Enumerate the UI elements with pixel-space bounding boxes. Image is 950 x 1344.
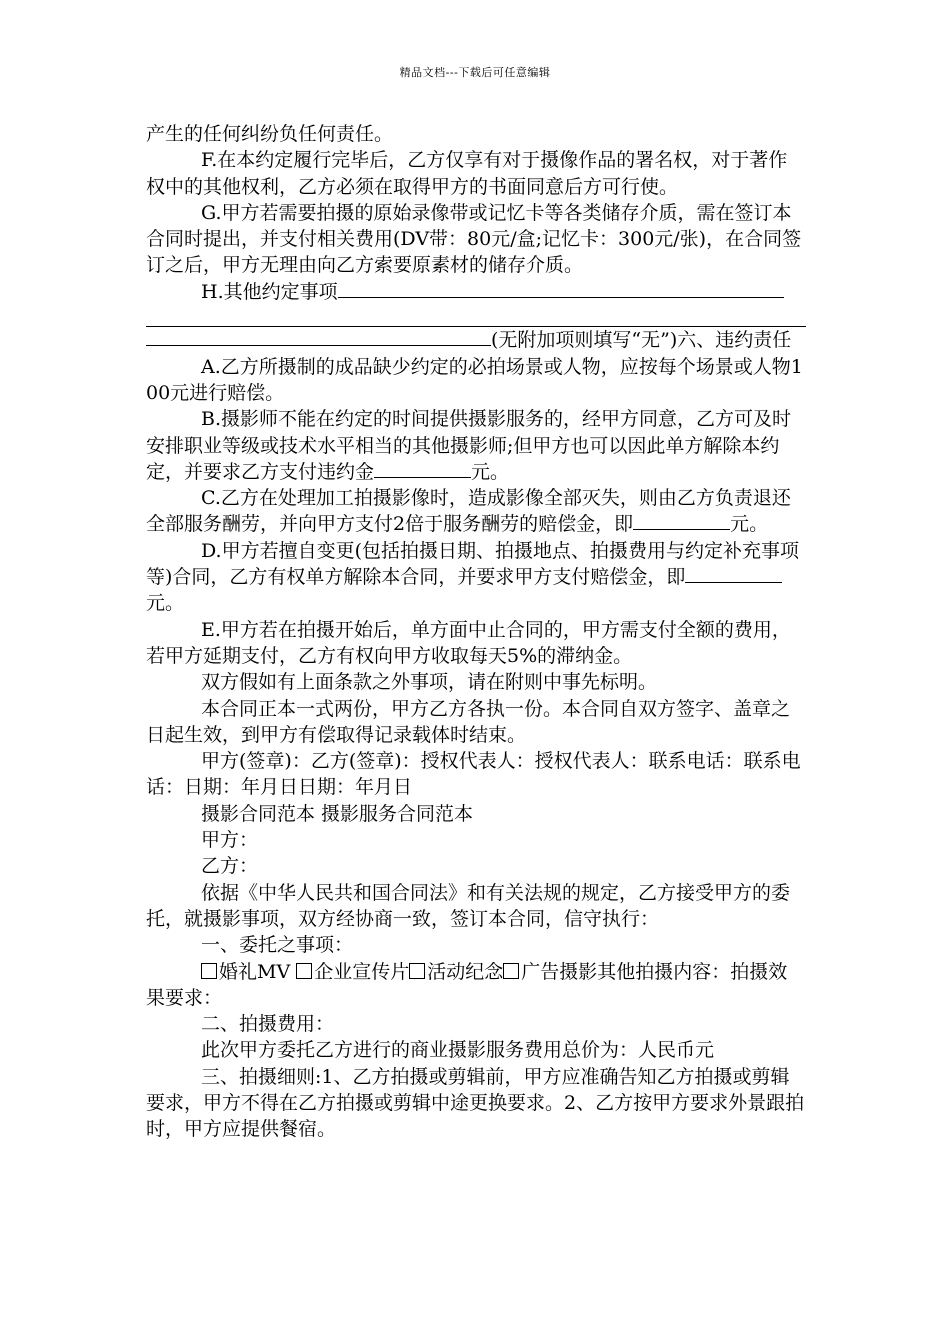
section-2-heading: 二、拍摄费用： [201, 1013, 335, 1036]
clause-A: A.乙方所摄制的成品缺少约定的必拍场景或人物，应按每个场景或人物100元进行赔偿。 [146, 355, 803, 404]
option-advertising: 广告摄影其他拍摄内容：拍摄效果要求： [146, 960, 788, 1009]
clause-G: G.甲方若需要拍摄的原始录像带或记忆卡等各类储存介质，需在签订本合同时提出，并支付相关费用(DV带：80元/盒;记忆卡：300元/张)，在合同签订之后，甲方无理由向乙方索要原素材的储存介质。 [146, 201, 802, 277]
party-a-label: 甲方： [201, 829, 259, 852]
paragraph-continuation: 产生的任何纠纷负任何责任。 [146, 123, 394, 145]
clause-B-text: B.摄影师不能在约定的时间提供摄影服务的，经甲方同意，乙方可及时安排职业等级或技术水平相当的其他摄影师;但甲方也可以因此单方解除本约定，并要求乙方支付违约金 [146, 408, 792, 483]
checkbox-advertising[interactable] [503, 963, 519, 979]
fill-blank-damages [685, 564, 782, 583]
option-corporate-video: 企业宣传片 [314, 960, 410, 983]
clause-D [146, 538, 806, 617]
document-body [146, 121, 806, 1143]
fill-blank-other-terms [338, 279, 784, 298]
section-1-heading: 一、委托之事项： [201, 934, 354, 957]
page-header: 精品文档---下载后可任意编辑 [399, 66, 551, 79]
paragraph-copies: 本合同正本一式两份，甲方乙方各执一份。本合同自双方签字、盖章之日起生效，到甲方有偿取得记录载体时结束。 [146, 697, 791, 746]
fill-blank-line [146, 301, 806, 327]
clause-B-unit: 元。 [471, 460, 510, 483]
paragraph-fee: 此次甲方委托乙方进行的商业摄影服务费用总价为：人民币元 [201, 1039, 715, 1062]
clause-H-text: H.其他约定事项 [201, 280, 338, 303]
checkbox-corporate-video[interactable] [296, 963, 312, 979]
commission-options [146, 959, 806, 1012]
clause-H-tail [146, 327, 806, 353]
clause-D-unit: 元。 [146, 592, 185, 615]
paragraph-extra-terms: 双方假如有上面条款之外事项，请在附则中事先标明。 [201, 671, 658, 694]
option-wedding-mv: 婚礼MV [219, 960, 297, 983]
party-b-label: 乙方： [201, 855, 259, 878]
clause-C-unit: 元。 [730, 513, 769, 536]
fill-blank-penalty [374, 459, 471, 478]
clause-C-text: C.乙方在处理加工拍摄影像时，造成影像全部灭失，则由乙方负责退还全部服务酬劳，并向甲方支付2倍于服务酬劳的赔偿金，即 [146, 487, 791, 536]
clause-F: F.在本约定履行完毕后，乙方仅享有对于摄像作品的署名权，对于著作权中的其他权利，乙方必须在取得甲方的书面同意后方可行使。 [146, 149, 788, 198]
signature-block: 甲方(签章)：乙方(签章)：授权代表人：授权代表人：联系电话：联系电话：日期：年月日日期：年月日 [146, 750, 801, 799]
checkbox-wedding-mv[interactable] [201, 963, 217, 979]
clause-E: E.甲方若在拍摄开始后，单方面中止合同的，甲方需支付全额的费用，若甲方延期支付，乙方有权向甲方收取每天5%的滞纳金。 [146, 618, 791, 667]
option-event-memorial: 活动纪念 [427, 960, 504, 983]
section-3-details: 三、拍摄细则:1、乙方拍摄或剪辑前，甲方应准确告知乙方拍摄或剪辑要求，甲方不得在乙方拍摄或剪辑中途更换要求。2、乙方按甲方要求外景跟拍时，甲方应提供餐宿。 [146, 1065, 805, 1141]
clause-B [146, 406, 806, 485]
clause-D-text: D.甲方若擅自变更(包括拍摄日期、拍摄地点、拍摄费用与约定补充事项等)合同，乙方有权单方解除本合同，并要求甲方支付赔偿金，即 [146, 539, 800, 589]
checkbox-event-memorial[interactable] [409, 963, 425, 979]
fill-blank-other-terms-end [146, 327, 491, 346]
clause-H-tail-text: (无附加项则填写“无”)六、违约责任 [491, 329, 792, 352]
clause-H [146, 279, 806, 305]
paragraph-legal-basis: 依据《中华人民共和国合同法》和有关法规的规定，乙方接受甲方的委托，就摄影事项，双方经协商一致，签订本合同，信守执行： [146, 881, 791, 930]
second-contract-title: 摄影合同范本 摄影服务合同范本 [201, 802, 474, 825]
fill-blank-compensation [633, 511, 730, 530]
clause-C [146, 485, 806, 538]
